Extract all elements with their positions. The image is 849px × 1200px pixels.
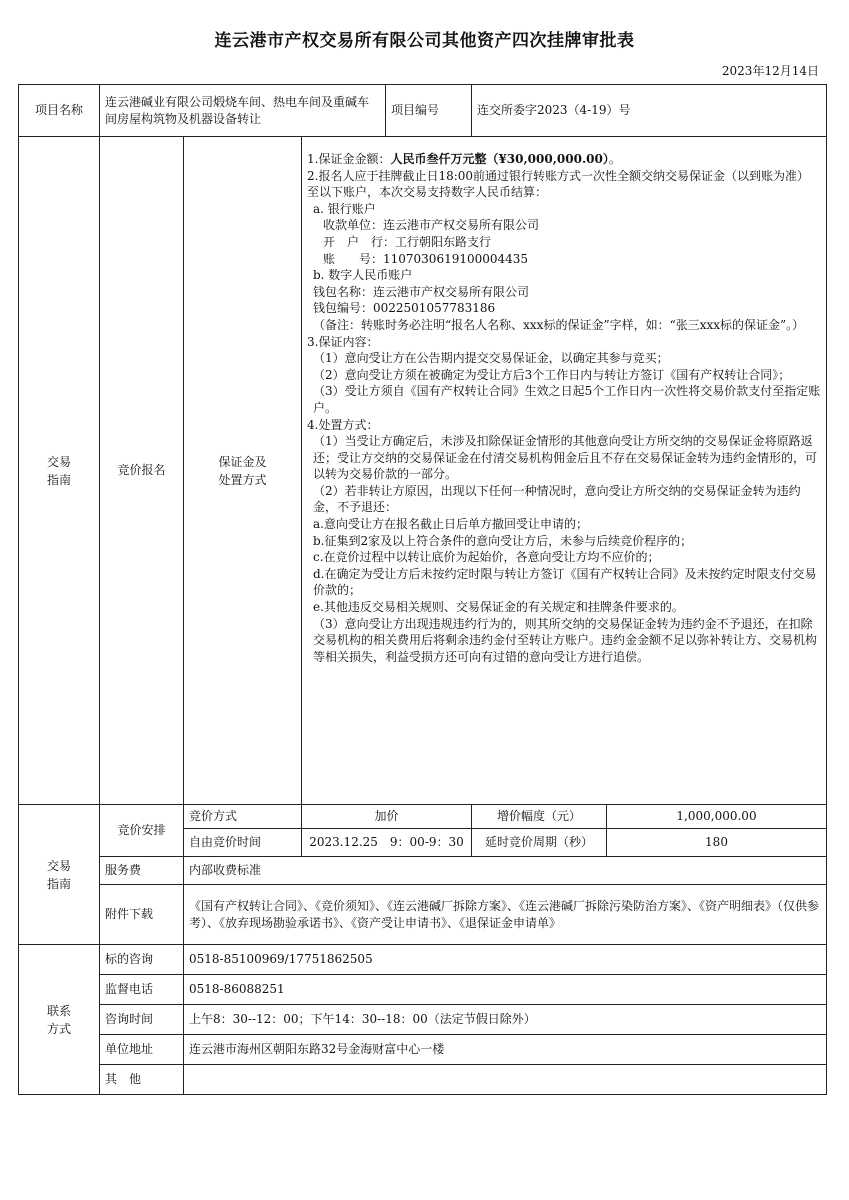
- address-value: 连云港市海州区朝阳东路32号金海财富中心一楼: [184, 1035, 827, 1065]
- guide-line: （2）若非转让方原因，出现以下任何一种情况时，意向受让方所交纳的交易保证金转为违约金，不予退还：: [313, 483, 801, 515]
- hours-label: 咨询时间: [100, 1005, 184, 1035]
- guide-line: a. 银行账户: [313, 201, 376, 216]
- consult-value: 0518-85100969/17751862505: [184, 945, 827, 975]
- delay-value: 180: [607, 829, 827, 857]
- attachment-label: 附件下载: [100, 885, 184, 945]
- address-row: [19, 1035, 827, 1065]
- guide-line: 3.保证内容：: [307, 334, 379, 349]
- guide-line: d.在确定为受让方后未按约定时限与转让方签订《国有产权转让合同》及未按约定时限支付交易价款的；: [313, 566, 817, 598]
- bid-method-label: 竞价方式: [184, 805, 302, 829]
- attachment-links[interactable]: 《国有产权转让合同》、《竞价须知》、《连云港碱厂拆除方案》、《连云港碱厂拆除污染防治方案》、《资产明细表》（仅供参考）、《放弃现场勘验承诺书》、《资产受让申请书》、《退保证金申请单》: [184, 885, 827, 945]
- increment-label: 增价幅度（元）: [472, 805, 607, 829]
- guide-line: b. 数字人民币账户: [313, 268, 413, 283]
- other-row: [19, 1065, 827, 1095]
- free-bid-time-label: 自由竞价时间: [184, 829, 302, 857]
- address-label: 单位地址: [100, 1035, 184, 1065]
- project-name-label: 项目名称: [19, 85, 100, 137]
- bid-registration-label: 竞价报名: [100, 137, 184, 805]
- project-name-value: 连云港碱业有限公司煅烧车间、热电车间及重碱车间房屋构筑物及机器设备转让: [100, 85, 386, 137]
- consult-label: 标的咨询: [100, 945, 184, 975]
- deposit-amount-line: 1.保证金金额：人民币叁仟万元整（¥30,000,000.00）。: [307, 152, 621, 166]
- guide-section-label: 交易指南: [19, 137, 100, 805]
- approval-form-table: [18, 84, 827, 1095]
- hours-value: 上午8：30--12：00；下午14：30--18：00（法定节假日除外）: [184, 1005, 827, 1035]
- deposit-guide-row: [19, 137, 827, 805]
- guide-line: 钱包编号：0022501057783186: [313, 301, 496, 316]
- service-fee-value: 内部收费标准: [184, 857, 827, 885]
- guide-line: （1）当受让方确定后，未涉及扣除保证金情形的其他意向受让方所交纳的交易保证金将原路返还；受让方交纳的交易保证金在付清交易机构佣金后且不存在交易保证金转为违约金情形的，可以转为交易价款的一部分。: [313, 434, 818, 482]
- service-fee-label: 服务费: [100, 857, 184, 885]
- other-label: 其 他: [100, 1065, 184, 1095]
- guide-line: 开 户 行：工行朝阳东路支行: [323, 234, 492, 249]
- hours-row: [19, 1005, 827, 1035]
- supervise-value: 0518-86088251: [184, 975, 827, 1005]
- project-row: [19, 85, 827, 137]
- supervise-row: [19, 975, 827, 1005]
- deposit-guide-content: [302, 137, 827, 805]
- consult-row: [19, 945, 827, 975]
- other-value: [184, 1065, 827, 1095]
- guide-line: a.意向受让方在报名截止日后单方撤回受让申请的；: [313, 517, 588, 532]
- guide-line: 4.处置方式：: [307, 417, 379, 432]
- guide-line: （备注：转账时务必注明“报名人名称、xxx标的保证金”字样，如：“张三xxx标的保证金”。）: [313, 317, 805, 332]
- document-title: 连云港市产权交易所有限公司其他资产四次挂牌审批表: [214, 31, 635, 51]
- service-fee-row: [19, 857, 827, 885]
- guide-line: （3）意向受让方出现违规违约行为的，则其所交纳的交易保证金转为违约金不予退还，在扣除交易机构的相关费用后将剩余违约金付至转让方账户。违约金金额不足以弥补转让方、交易机构等相关损失，利益受损方还可向有过错的意向受让方进行追偿。: [313, 616, 818, 664]
- delay-label: 延时竞价周期（秒）: [472, 829, 607, 857]
- increment-value: 1,000,000.00: [607, 805, 827, 829]
- guide2-section-label: 交易指南: [19, 805, 100, 945]
- guide-line: b.征集到2家及以上符合条件的意向受让方后，未参与后续竞价程序的；: [313, 533, 693, 548]
- guide-line: c.在竞价过程中以转让底价为起始价，各意向受让方均不应价的；: [313, 550, 660, 565]
- guide-line: （3）受让方须自《国有产权转让合同》生效之日起5个工作日内一次性将交易价款支付至指定账户。: [313, 384, 821, 415]
- bid-arrangement-label: 竞价安排: [100, 805, 184, 857]
- guide-line: 收款单位：连云港市产权交易所有限公司: [323, 218, 540, 233]
- project-no-label: 项目编号: [386, 85, 472, 137]
- deposit-disposal-label: 保证金及处置方式: [184, 137, 302, 805]
- guide-line: 账 号：1107030619100004435: [323, 251, 529, 266]
- project-no-value: 连交所委字2023（4-19）号: [472, 85, 827, 137]
- contact-section-label: 联系方式: [19, 945, 100, 1095]
- attachment-row: [19, 885, 827, 945]
- bid-method-row: [19, 805, 827, 829]
- guide-line: e.其他违反交易相关规则、交易保证金的有关规定和挂牌条件要求的。: [313, 600, 684, 615]
- guide-line: （1）意向受让方在公告期内提交交易保证金，以确定其参与竞买；: [313, 351, 669, 366]
- guide-line: 2.报名人应于挂牌截止日18:00前通过银行转账方式一次性全额交纳交易保证金（以到账为准）至以下账户，本次交易支持数字人民币结算：: [307, 168, 810, 200]
- free-bid-time-value: 2023.12.25 9：00-9：30: [302, 829, 472, 857]
- supervise-label: 监督电话: [100, 975, 184, 1005]
- document-date: 2023年12月14日: [721, 64, 819, 78]
- bid-method-value: 加价: [302, 805, 472, 829]
- guide-line: 钱包名称：连云港市产权交易所有限公司: [313, 284, 530, 299]
- guide-line: （2）意向受让方须在被确定为受让方后3个工作日内与转让方签订《国有产权转让合同》；: [313, 367, 791, 382]
